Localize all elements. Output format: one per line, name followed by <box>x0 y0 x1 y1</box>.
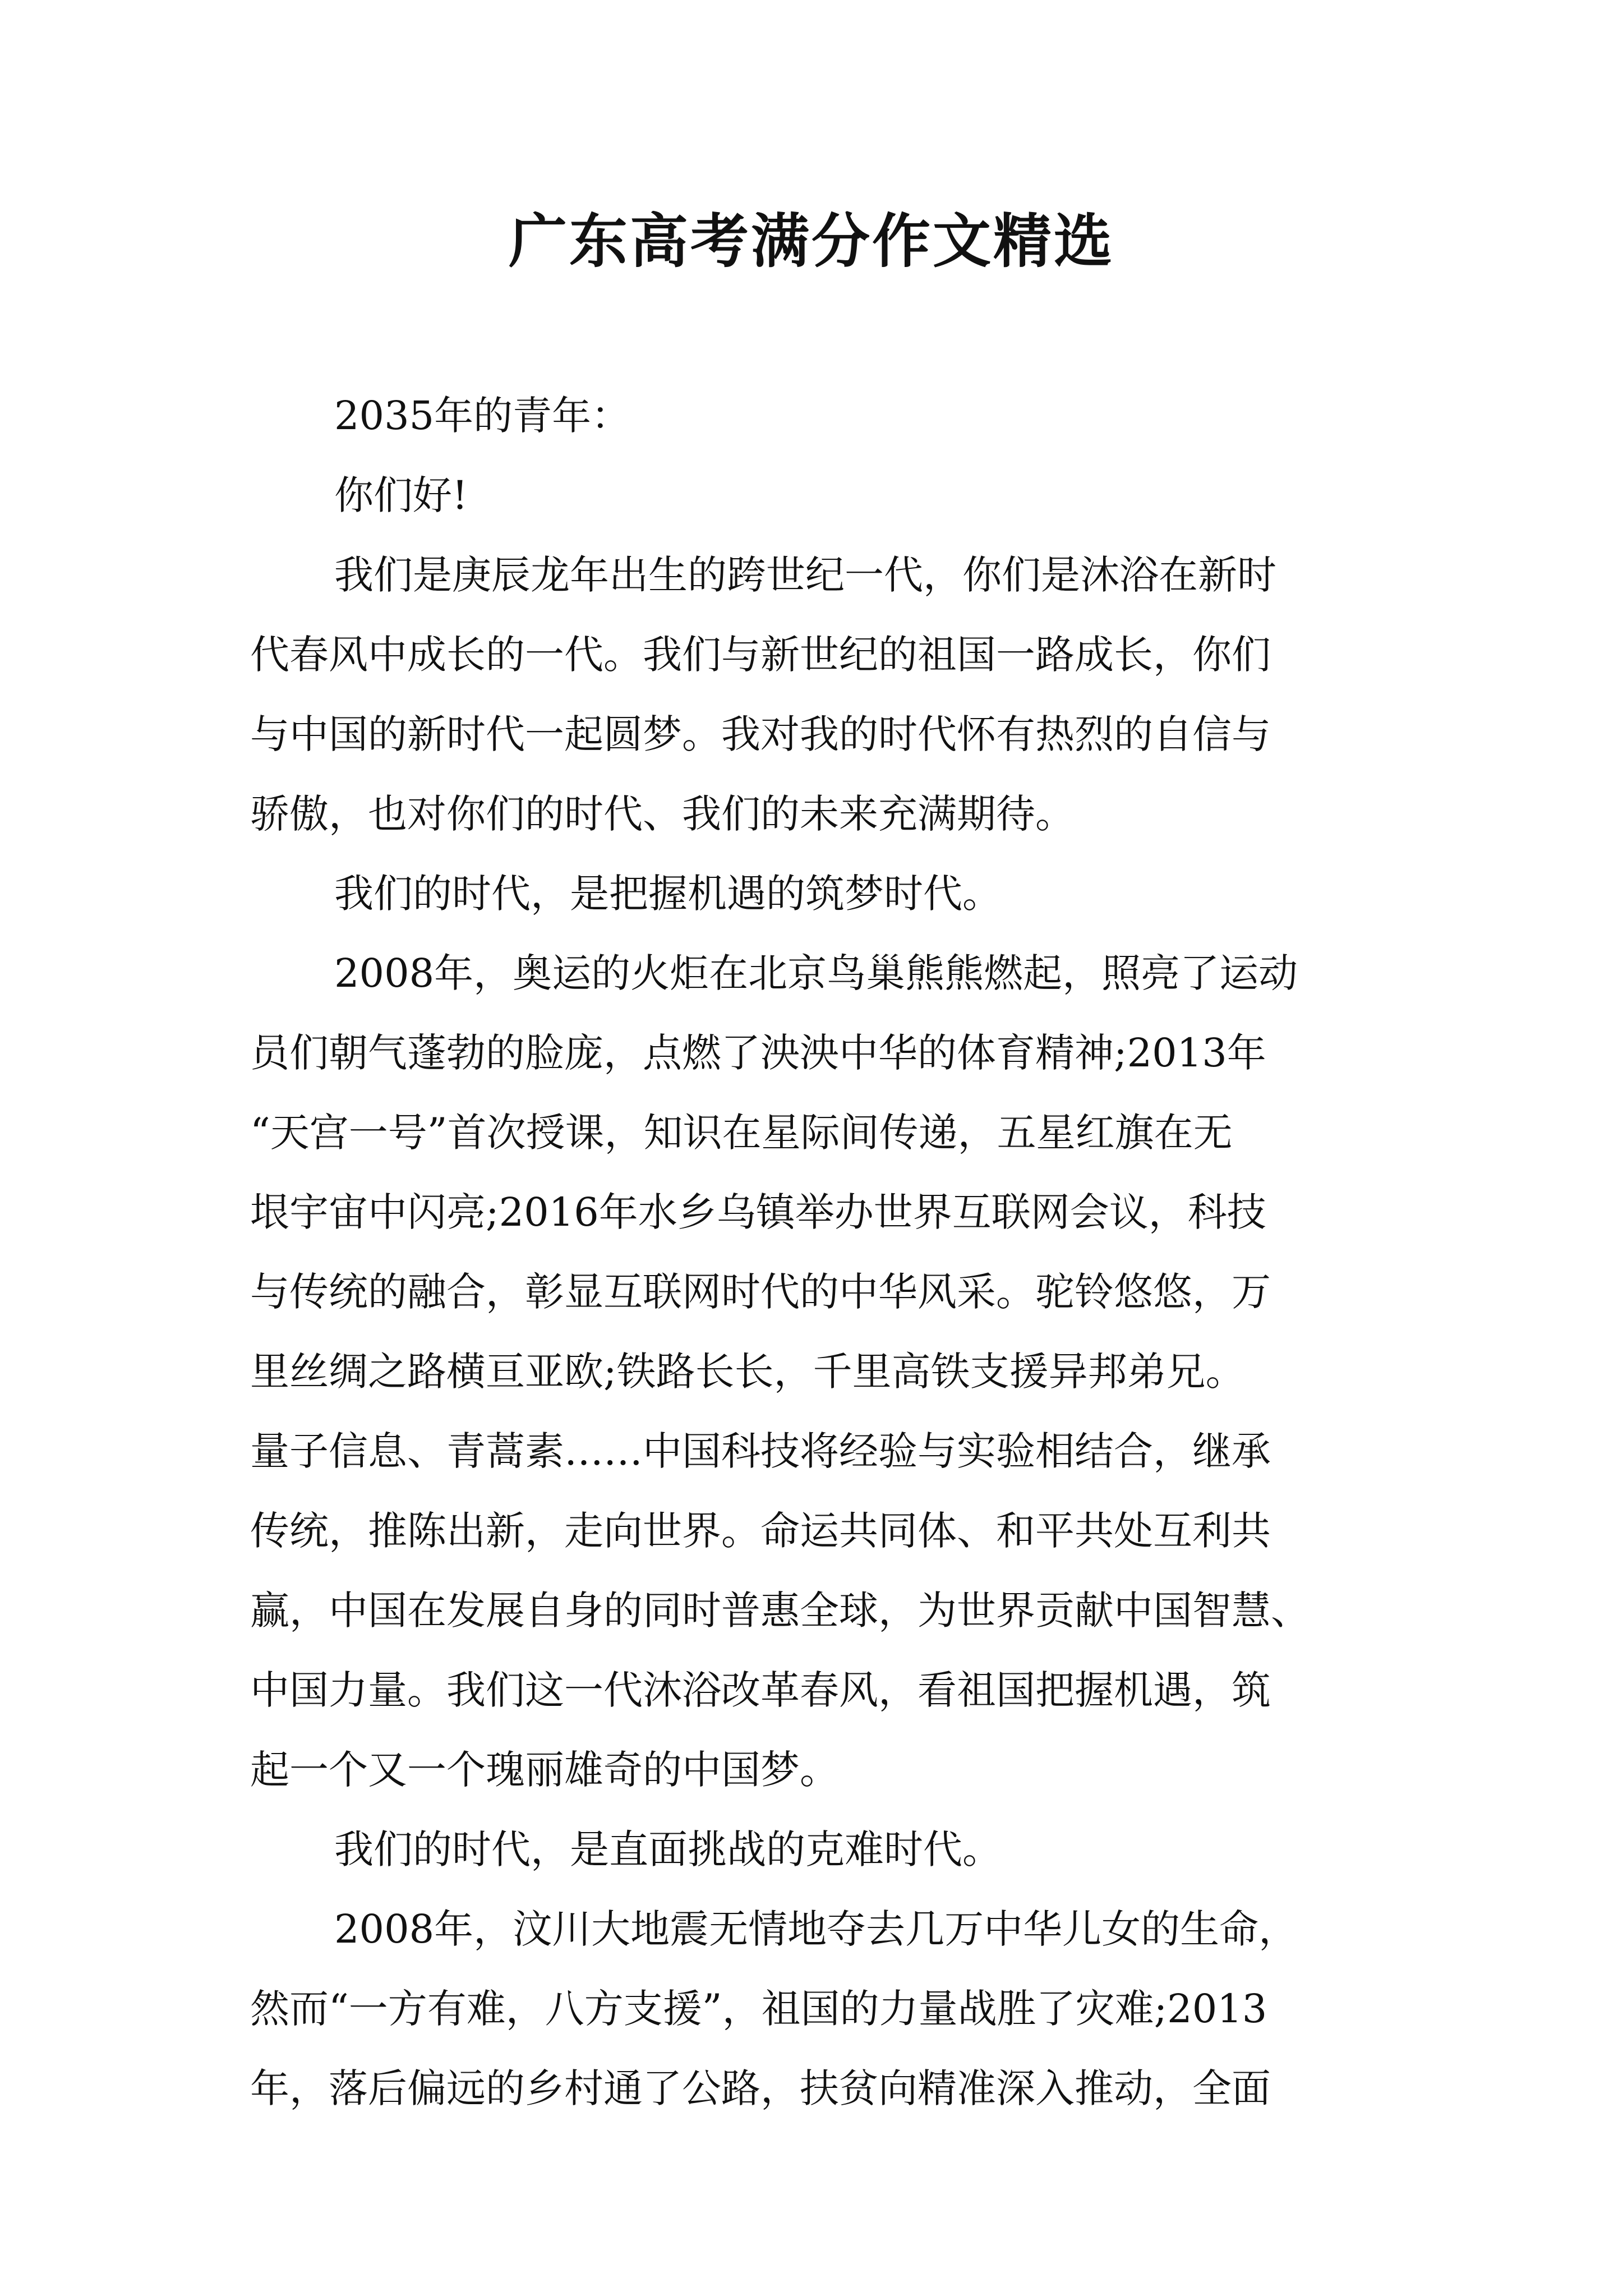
text-line: 我们是庚辰龙年出生的跨世纪一代，你们是沐浴在新时 <box>334 552 1276 598</box>
text-line: 你们好! <box>334 472 468 518</box>
document-title: 广东高考满分作文精选 <box>508 206 1114 275</box>
text-line: 2035年的青年： <box>334 393 631 439</box>
text-line: 中国力量。我们这一代沐浴改革春风，看祖国把握机遇，筑 <box>250 1667 1271 1713</box>
text-line: 年，落后偏远的乡村通了公路，扶贫向精准深入推动，全面 <box>250 2065 1271 2111</box>
text-line: “天宫一号”首次授课，知识在星际间传递，五星红旗在无 <box>250 1110 1233 1156</box>
text-line: 量子信息、青蒿素……中国科技将经验与实验相结合，继承 <box>250 1428 1271 1474</box>
text-line: 与传统的融合，彰显互联网时代的中华风采。驼铃悠悠，万 <box>250 1269 1271 1315</box>
text-line: 赢，中国在发展自身的同时普惠全球，为世界贡献中国智慧、 <box>250 1588 1310 1634</box>
document-body <box>250 376 1383 2128</box>
text-line: 传统，推陈出新，走向世界。命运共同体、和平共处互利共 <box>250 1508 1271 1554</box>
text-line: 起一个又一个瑰丽雄奇的中国梦。 <box>250 1747 839 1793</box>
text-line: 垠宇宙中闪亮;2016年水乡乌镇举办世界互联网会议，科技 <box>250 1189 1266 1235</box>
text-line: 员们朝气蓬勃的脸庞，点燃了泱泱中华的体育精神;2013年 <box>250 1030 1266 1076</box>
text-line: 里丝绸之路横亘亚欧;铁路长长，千里高铁支援异邦弟兄。 <box>250 1349 1245 1395</box>
text-line: 代春风中成长的一代。我们与新世纪的祖国一路成长，你们 <box>250 632 1271 678</box>
text-line: 与中国的新时代一起圆梦。我对我的时代怀有热烈的自信与 <box>250 711 1271 757</box>
text-line: 2008年，汶川大地震无情地夺去几万中华儿女的生命， <box>334 1906 1298 1952</box>
text-line: 然而“一方有难，八方支援”，祖国的力量战胜了灾难;2013 <box>250 1986 1267 2032</box>
text-line: 2008年，奥运的火炬在北京鸟巢熊熊燃起，照亮了运动 <box>334 950 1298 996</box>
text-line: 我们的时代，是直面挑战的克难时代。 <box>334 1826 1002 1872</box>
text-line: 我们的时代，是把握机遇的筑梦时代。 <box>334 871 1002 917</box>
text-line: 骄傲，也对你们的时代、我们的未来充满期待。 <box>250 791 1075 837</box>
